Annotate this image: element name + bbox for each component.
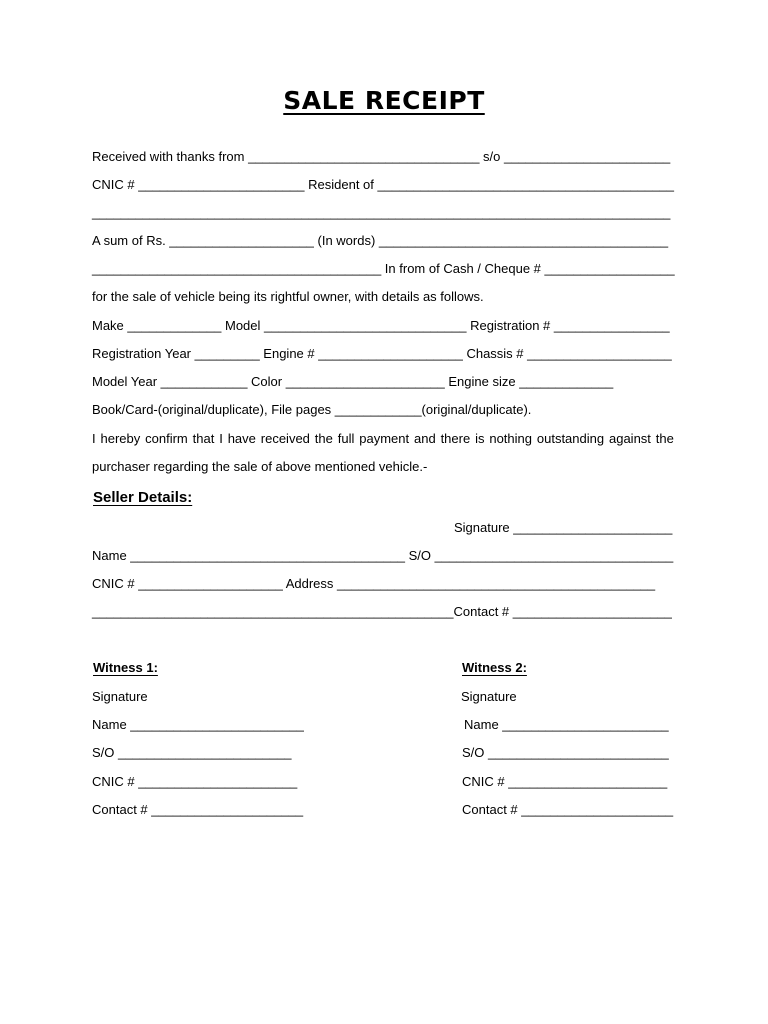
confirmation-word: received [260,431,310,446]
confirmation-word: nothing [489,431,532,446]
witness-1-heading: Witness 1: [93,660,158,675]
confirmation-line [92,431,674,447]
witness-2-signature: Signature [461,689,517,704]
witness-2-name-line: Name _______________________ [464,717,669,732]
confirmation-word: confirm [145,431,188,446]
registration-engine-line: Registration Year _________ Engine # ____________________ Chassis # ____________________ [92,346,672,361]
witness-1-contact-line: Contact # _____________________ [92,802,304,817]
sum-line: A sum of Rs. ____________________ (In words) ________________________________________ [92,233,669,248]
witness-1-signature: Signature [92,689,148,704]
confirmation-word: outstanding [536,431,605,446]
confirmation-word: payment [359,431,410,446]
seller-name-line: Name ______________________________________ S/O _________________________________ [92,548,674,563]
confirmation-word: there [440,431,471,446]
confirmation-word: I [219,431,223,446]
confirmation-word: the [314,431,333,446]
confirmation-word: hereby [100,431,141,446]
model-year-color-line: Model Year ____________ Color ______________________ Engine size _____________ [92,374,614,389]
page-title-text: SALE RECEIPT [283,86,485,115]
payment-mode-line: ________________________________________ In from of Cash / Cheque # __________________ [92,261,675,276]
seller-signature-line: Signature ______________________ [454,520,673,535]
witness-1-cnic-line: CNIC # ______________________ [92,774,298,789]
seller-contact-line: __________________________________________________Contact # ______________________ [92,604,672,619]
confirmation-word: the [655,431,674,446]
confirmation-word: have [227,431,256,446]
purchaser-line: purchaser regarding the sale of above mentioned vehicle.- [92,459,428,474]
page-title [0,85,768,117]
make-model-line: Make _____________ Model ____________________________ Registration # ________________ [92,318,670,333]
witness-2-so-line: S/O _________________________ [462,745,669,760]
confirmation-word: and [413,431,436,446]
seller-cnic-address-line: CNIC # ____________________ Address ____________________________________________ [92,576,656,591]
seller-details-heading: Seller Details: [93,489,193,506]
witness-1-name-line: Name ________________________ [92,717,304,732]
confirmation-word: that [192,431,215,446]
confirmation-word: against [608,431,651,446]
confirmation-word: I [92,431,96,446]
confirmation-word: is [475,431,485,446]
witness-2-contact-line: Contact # _____________________ [462,802,674,817]
witness-2-cnic-line: CNIC # ______________________ [462,774,668,789]
sale-purpose-line: for the sale of vehicle being its rightful owner, with details as follows. [92,289,484,304]
cnic-resident-line: CNIC # _______________________ Resident of _________________________________________ [92,177,674,192]
address-continuation-line: ________________________________________________________________________________ [92,205,671,220]
witness-2-heading: Witness 2: [462,660,527,675]
received-line: Received with thanks from ________________________________ s/o _______________________ [92,149,671,164]
confirmation-word: full [337,431,355,446]
book-file-line: Book/Card-(original/duplicate), File pages ____________(original/duplicate). [92,402,532,417]
witness-1-so-line: S/O ________________________ [92,745,292,760]
